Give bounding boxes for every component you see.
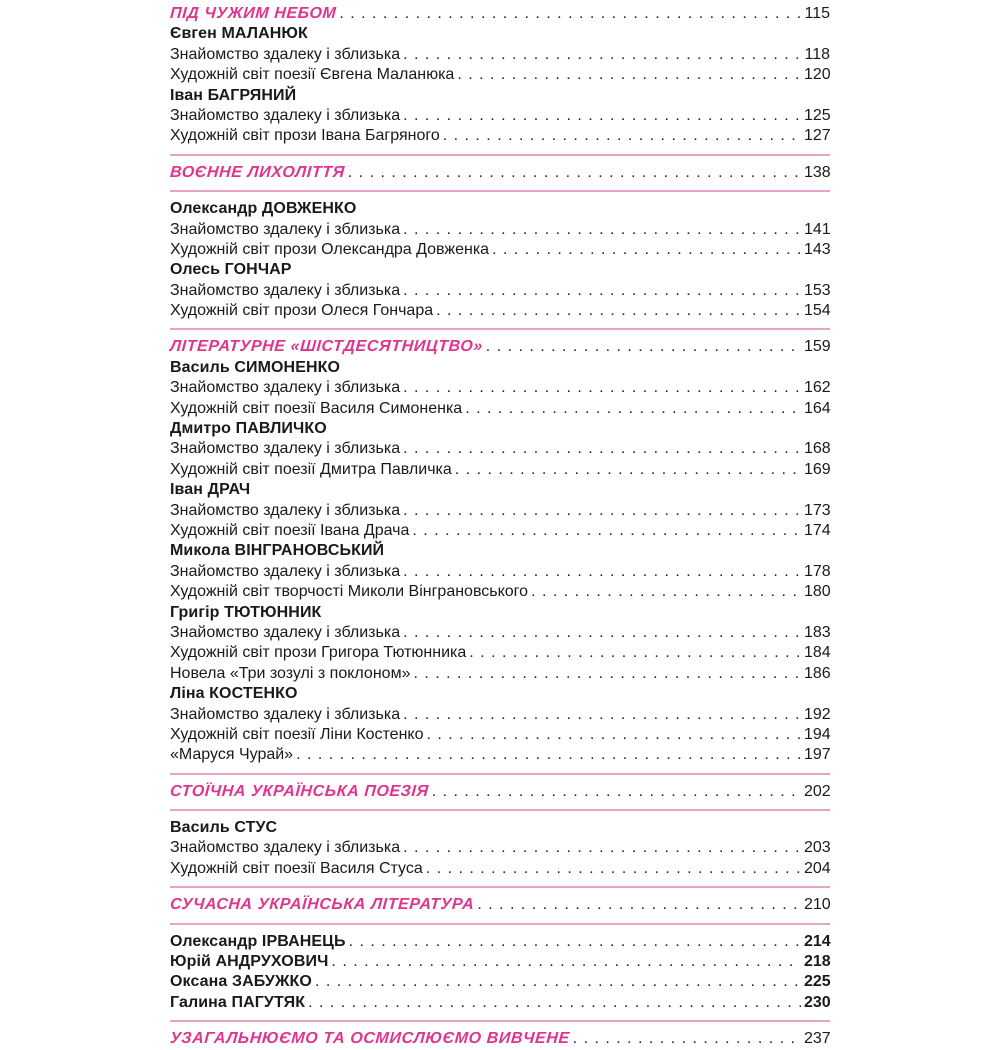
toc-entry-title: Художній світ прози Григора Тютюнника — [170, 644, 467, 662]
dot-leader — [573, 1029, 801, 1049]
toc-entry[interactable] — [170, 45, 830, 65]
page-number: 197 — [804, 746, 831, 764]
dot-leader — [403, 378, 801, 398]
toc-entry[interactable] — [170, 106, 830, 126]
section-divider — [170, 1020, 830, 1022]
dot-leader — [403, 281, 801, 301]
page-number: 210 — [804, 896, 831, 914]
toc-entry[interactable] — [170, 281, 830, 301]
section-divider — [170, 923, 830, 925]
toc-entry-title: Знайомство здалеку і зблизька — [170, 839, 401, 857]
toc-entry[interactable] — [170, 301, 830, 321]
toc-author-heading[interactable] — [170, 419, 830, 439]
toc-entry[interactable] — [170, 65, 830, 85]
toc-section-heading[interactable] — [170, 163, 830, 183]
dot-leader — [492, 240, 801, 260]
page-number: 168 — [804, 440, 831, 458]
dot-leader — [296, 745, 801, 765]
toc-entry-title: Знайомство здалеку і зблизька — [170, 501, 401, 519]
toc-entry-title: Знайомство здалеку і зблизька — [170, 623, 401, 641]
dot-leader — [455, 460, 801, 480]
toc-entry-title: Художній світ поезії Ліни Костенко — [170, 725, 424, 743]
toc-author-heading-title: Олександр ІРВАНЕЦЬ — [170, 932, 346, 950]
toc-entry-title: Знайомство здалеку і зблизька — [170, 106, 401, 124]
page-number: 118 — [804, 45, 830, 63]
dot-leader — [469, 643, 801, 663]
toc-author-heading-title: Оксана ЗАБУЖКО — [170, 973, 312, 991]
toc-author-heading-title: Галина ПАГУТЯК — [170, 993, 306, 1011]
dot-leader — [432, 782, 801, 802]
toc-author-heading-title: Юрій АНДРУХОВИЧ — [170, 953, 329, 971]
dot-leader — [315, 972, 801, 992]
toc-entry[interactable] — [170, 378, 830, 398]
toc-author-heading[interactable] — [170, 480, 830, 500]
dot-leader — [403, 106, 801, 126]
page-number: 173 — [804, 501, 831, 519]
toc-author-heading[interactable] — [170, 684, 830, 704]
page-number: 180 — [804, 583, 831, 601]
toc-section-heading-title: СТОЇЧНА УКРАЇНСЬКА ПОЕЗІЯ — [169, 782, 430, 800]
page-number: 115 — [804, 5, 830, 22]
page-number: 192 — [804, 705, 831, 723]
page-number: 141 — [804, 220, 831, 238]
page-number: 169 — [804, 460, 831, 478]
toc-section-heading-title: ЛІТЕРАТУРНЕ «ШІСТДЕСЯТНИЦТВО» — [169, 338, 484, 356]
toc-section-heading[interactable] — [170, 895, 830, 915]
section-divider — [170, 886, 830, 888]
dot-leader — [465, 399, 801, 419]
toc-entry-title: Новела «Три зозулі з поклоном» — [170, 664, 411, 682]
toc-entry-title: «Маруся Чурай» — [170, 746, 294, 764]
dot-leader — [403, 562, 801, 582]
toc-entry[interactable] — [170, 705, 830, 725]
toc-entry-title: Художній світ поезії Євгена Маланюка — [170, 66, 455, 84]
page-number: 194 — [804, 725, 831, 743]
toc-author-heading[interactable] — [170, 260, 830, 280]
dot-leader — [426, 859, 801, 879]
page-number: 125 — [804, 106, 831, 124]
toc-section-heading-title: ПІД ЧУЖИМ НЕБОМ — [169, 5, 338, 22]
dot-leader — [339, 4, 801, 24]
dot-leader — [443, 126, 801, 146]
page-number: 230 — [804, 993, 831, 1011]
toc-section-heading[interactable] — [170, 337, 830, 357]
toc-entry-title: Художній світ прози Івана Багряного — [170, 127, 440, 145]
section-divider — [170, 773, 830, 775]
dot-leader — [531, 582, 801, 602]
page-number: 203 — [804, 839, 831, 857]
page-number: 178 — [804, 562, 831, 580]
toc-author-heading-title: Микола ВІНГРАНОВСЬКИЙ — [170, 542, 385, 560]
toc-section-heading-title: УЗАГАЛЬНЮЄМО ТА ОСМИСЛЮЄМО ВИВЧЕНЕ — [169, 1030, 571, 1048]
page-number: 204 — [804, 859, 831, 877]
dot-leader — [486, 337, 801, 357]
dot-leader — [331, 952, 801, 972]
toc-author-heading-title: Іван БАГРЯНИЙ — [170, 86, 297, 104]
toc-entry-title: Знайомство здалеку і зблизька — [170, 562, 401, 580]
page-number: 127 — [804, 127, 831, 145]
toc-entry[interactable] — [170, 664, 830, 684]
page-number: 214 — [804, 932, 831, 950]
toc-entry-title: Знайомство здалеку і зблизька — [170, 220, 401, 238]
dot-leader — [412, 521, 801, 541]
toc-entry[interactable] — [170, 439, 830, 459]
dot-leader — [403, 45, 801, 65]
dot-leader — [403, 705, 801, 725]
page-number: 186 — [804, 664, 831, 682]
page-number: 184 — [804, 644, 831, 662]
dot-leader — [427, 725, 802, 745]
toc-section-heading[interactable] — [170, 1029, 830, 1049]
dot-leader — [308, 993, 801, 1013]
toc-entry[interactable] — [170, 725, 830, 745]
toc-author-heading-title: Олесь ГОНЧАР — [170, 261, 292, 279]
toc-entry-title: Знайомство здалеку і зблизька — [170, 379, 401, 397]
toc-author-heading[interactable] — [170, 541, 830, 561]
toc-author-heading[interactable] — [170, 358, 830, 378]
toc-entry[interactable] — [170, 838, 830, 858]
toc-author-heading[interactable] — [170, 199, 830, 219]
page-number: 218 — [804, 953, 831, 971]
page-number: 138 — [804, 163, 831, 181]
toc-entry[interactable] — [170, 240, 830, 260]
page-number: 174 — [804, 521, 831, 539]
toc-author-heading[interactable] — [170, 86, 830, 106]
toc-entry-title: Художній світ прози Олеся Гончара — [170, 302, 434, 320]
page-number: 143 — [804, 240, 831, 258]
dot-leader — [403, 501, 801, 521]
toc-entry[interactable] — [170, 623, 830, 643]
toc-author-heading-title: Василь СТУС — [170, 819, 278, 837]
toc-entry[interactable] — [170, 460, 830, 480]
dot-leader — [457, 65, 801, 85]
toc-entry[interactable] — [170, 582, 830, 602]
toc-entry-title: Художній світ творчості Миколи Вінграновського — [170, 583, 529, 601]
toc-author-heading-title: Григір ТЮТЮННИК — [170, 603, 322, 621]
page-number: 153 — [804, 281, 831, 299]
dot-leader — [348, 163, 801, 183]
page-number: 183 — [804, 623, 831, 641]
toc-author-heading[interactable] — [170, 972, 830, 992]
toc-entry[interactable] — [170, 126, 830, 146]
toc-entry[interactable] — [170, 643, 830, 663]
toc-entry[interactable] — [170, 859, 830, 879]
toc-entry-title: Художній світ поезії Дмитра Павличка — [170, 460, 452, 478]
page-number: 120 — [804, 66, 831, 84]
dot-leader — [477, 895, 801, 915]
toc-author-heading-title: Василь СИМОНЕНКО — [170, 358, 341, 376]
toc-section-heading[interactable] — [170, 4, 830, 24]
toc-entry[interactable] — [170, 501, 830, 521]
toc-author-heading[interactable] — [170, 993, 830, 1013]
toc-section-heading[interactable] — [170, 782, 830, 802]
toc-entry-title: Знайомство здалеку і зблизька — [170, 440, 401, 458]
toc-author-heading[interactable] — [170, 603, 830, 623]
toc-entry[interactable] — [170, 399, 830, 419]
toc-author-heading-title: Ліна КОСТЕНКО — [170, 685, 298, 703]
toc-entry[interactable] — [170, 745, 830, 765]
toc-entry-title: Знайомство здалеку і зблизька — [170, 705, 401, 723]
toc-author-heading[interactable] — [170, 818, 830, 838]
page-number: 154 — [804, 302, 831, 320]
toc-entry[interactable] — [170, 521, 830, 541]
page-number: 237 — [804, 1030, 831, 1048]
dot-leader — [403, 439, 801, 459]
dot-leader — [403, 220, 801, 240]
toc-entry[interactable] — [170, 562, 830, 582]
dot-leader — [403, 623, 801, 643]
page-number: 159 — [804, 338, 831, 356]
section-divider — [170, 154, 830, 156]
page-number: 164 — [804, 399, 831, 417]
toc-section-heading-title: СУЧАСНА УКРАЇНСЬКА ЛІТЕРАТУРА — [169, 896, 475, 914]
toc-author-heading-title: Іван ДРАЧ — [170, 481, 251, 499]
toc-entry-title: Художній світ прози Олександра Довженка — [170, 240, 490, 258]
toc-entry-title: Художній світ поезії Івана Драча — [170, 521, 410, 539]
page-number: 225 — [804, 973, 831, 991]
page-number: 162 — [804, 379, 831, 397]
toc-author-heading[interactable] — [170, 24, 830, 44]
dot-leader — [403, 838, 801, 858]
toc-author-heading-title: Олександр ДОВЖЕНКО — [170, 200, 357, 218]
toc-author-heading-title: Дмитро ПАВЛИЧКО — [170, 420, 327, 438]
toc-entry-title: Художній світ поезії Василя Стуса — [170, 859, 423, 877]
dot-leader — [349, 932, 801, 952]
section-divider — [170, 190, 830, 192]
toc-author-heading[interactable] — [170, 952, 830, 972]
dot-leader — [413, 664, 801, 684]
toc-author-heading[interactable] — [170, 932, 830, 952]
toc-author-heading-title: Євген МАЛАНЮК — [170, 25, 308, 43]
table-of-contents — [170, 4, 830, 1050]
section-divider — [170, 328, 830, 330]
section-divider — [170, 809, 830, 811]
toc-entry[interactable] — [170, 220, 830, 240]
dot-leader — [436, 301, 801, 321]
toc-entry-title: Знайомство здалеку і зблизька — [170, 281, 401, 299]
toc-section-heading-title: ВОЄННЕ ЛИХОЛІТТЯ — [169, 163, 346, 181]
toc-entry-title: Знайомство здалеку і зблизька — [170, 45, 401, 63]
toc-entry-title: Художній світ поезії Василя Симоненка — [170, 399, 463, 417]
page-number: 202 — [804, 782, 831, 800]
